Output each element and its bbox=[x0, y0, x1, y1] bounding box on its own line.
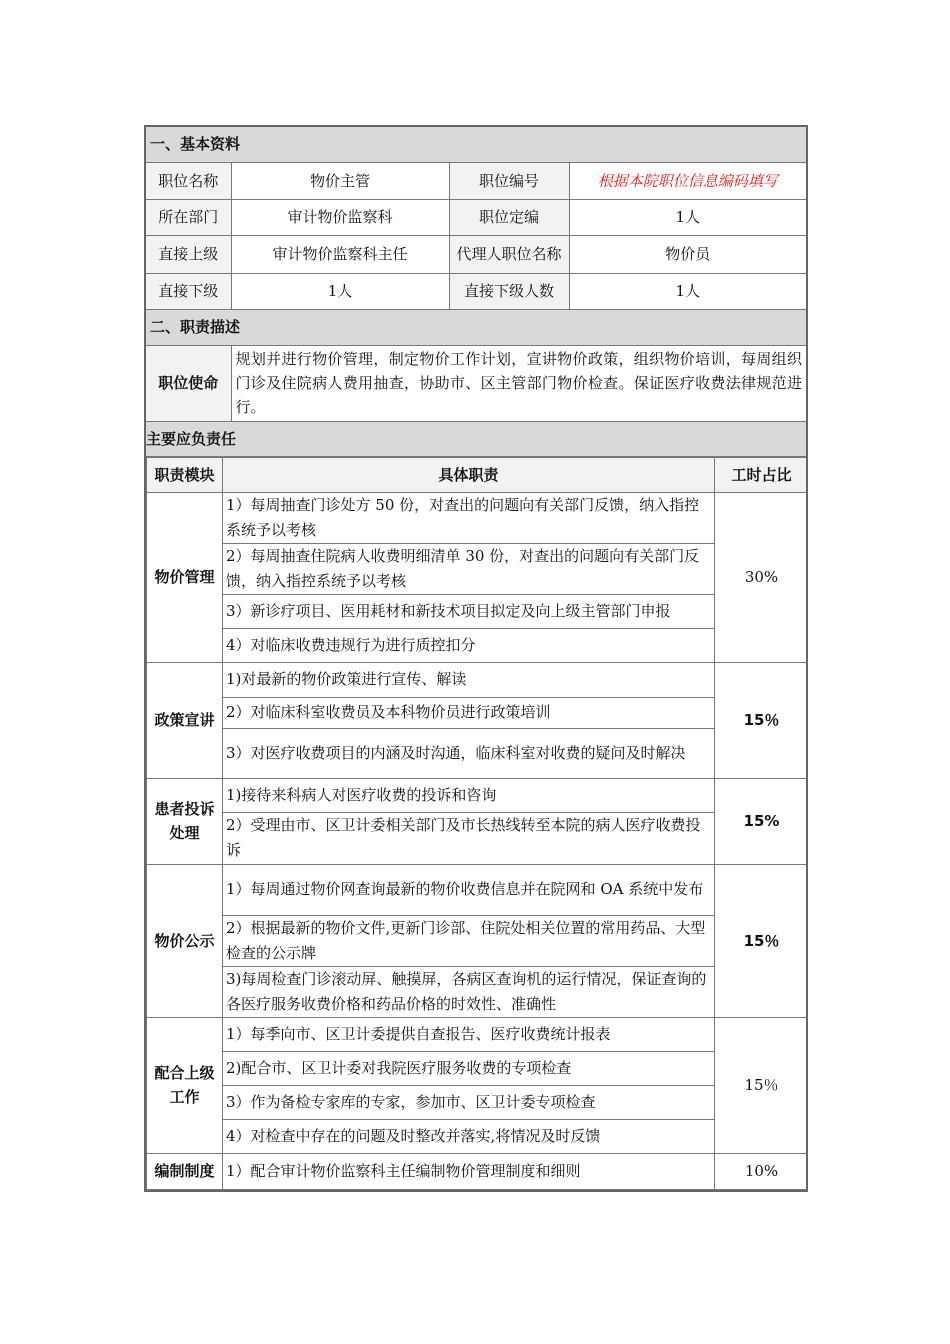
label-subordinate-count: 直接下级人数 bbox=[449, 273, 569, 309]
section-duties-title: 二、职责描述 bbox=[145, 309, 807, 345]
section-responsibilities-title: 主要应负责任 bbox=[145, 421, 807, 456]
duty-row bbox=[147, 1119, 808, 1153]
label-position-code: 职位编号 bbox=[449, 162, 569, 199]
time-ratio: 15% bbox=[715, 778, 808, 864]
duty-item: 1）每周抽查门诊处方 50 份，对查出的问题向有关部门反馈，纳入指控系统予以考核 bbox=[223, 492, 715, 543]
duty-row bbox=[147, 966, 808, 1017]
header-duty: 具体职责 bbox=[223, 457, 715, 492]
duty-row bbox=[147, 915, 808, 966]
duty-item: 4）对检查中存在的问题及时整改并落实,将情况及时反馈 bbox=[223, 1119, 715, 1153]
label-department: 所在部门 bbox=[145, 199, 231, 235]
label-deputy-position: 代理人职位名称 bbox=[449, 235, 569, 273]
duty-row bbox=[147, 594, 808, 628]
duty-row bbox=[147, 697, 808, 728]
value-direct-superior: 审计物价监察科主任 bbox=[231, 235, 449, 273]
duty-item: 2）根据最新的物价文件,更新门诊部、住院处相关位置的常用药品、大型检查的公示牌 bbox=[223, 915, 715, 966]
duty-item: 2)配合市、区卫计委对我院医疗服务收费的专项检查 bbox=[223, 1051, 715, 1085]
duty-row bbox=[147, 864, 808, 915]
duty-item: 1）配合审计物价监察科主任编制物价管理制度和细则 bbox=[223, 1153, 715, 1189]
value-deputy-position: 物价员 bbox=[569, 235, 807, 273]
label-mission: 职位使命 bbox=[145, 345, 231, 421]
module-name: 物价管理 bbox=[147, 492, 223, 662]
form-table bbox=[144, 125, 808, 1192]
duty-row bbox=[147, 1085, 808, 1119]
duty-item: 2）受理由市、区卫计委相关部门及市长热线转至本院的病人医疗收费投诉 bbox=[223, 812, 715, 864]
time-ratio: 15％ bbox=[715, 864, 808, 1017]
duty-row bbox=[147, 1051, 808, 1085]
duty-item: 1）每周通过物价网查询最新的物价收费信息并在院网和 OA 系统中发布 bbox=[223, 864, 715, 915]
duty-item: 1）每季向市、区卫计委提供自查报告、医疗收费统计报表 bbox=[223, 1017, 715, 1051]
value-mission: 规划并进行物价管理，制定物价工作计划，宣讲物价政策，组织物价培训，每周组织门诊及住院病人费用抽查，协助市、区主管部门物价检查。保证医疗收费法律规范进行。 bbox=[231, 345, 807, 421]
module-name: 政策宣讲 bbox=[147, 662, 223, 778]
value-position-code: 根据本院职位信息编码填写 bbox=[569, 162, 807, 199]
label-direct-superior: 直接上级 bbox=[145, 235, 231, 273]
value-direct-subordinate: 1人 bbox=[231, 273, 449, 309]
duty-row bbox=[147, 778, 808, 812]
duty-item: 3）新诊疗项目、医用耗材和新技术项目拟定及向上级主管部门申报 bbox=[223, 594, 715, 628]
duty-row bbox=[147, 662, 808, 697]
value-subordinate-count: 1人 bbox=[569, 273, 807, 309]
time-ratio: 30% bbox=[715, 492, 808, 662]
job-description-form bbox=[144, 125, 806, 1192]
value-department: 审计物价监察科 bbox=[231, 199, 449, 235]
module-name: 患者投诉处理 bbox=[147, 778, 223, 864]
header-module: 职责模块 bbox=[147, 457, 223, 492]
label-position-name: 职位名称 bbox=[145, 162, 231, 199]
duty-item: 1)接待来科病人对医疗收费的投诉和咨询 bbox=[223, 778, 715, 812]
time-ratio: 15％ bbox=[715, 662, 808, 778]
value-position-name: 物价主管 bbox=[231, 162, 449, 199]
duty-item: 3）对医疗收费项目的内涵及时沟通，临床科室对收费的疑问及时解决 bbox=[223, 728, 715, 778]
duty-item: 4）对临床收费违规行为进行质控扣分 bbox=[223, 628, 715, 662]
duty-row bbox=[147, 492, 808, 543]
duty-row bbox=[147, 543, 808, 594]
duty-item: 1)对最新的物价政策进行宣传、解读 bbox=[223, 662, 715, 697]
module-name: 物价公示 bbox=[147, 864, 223, 1017]
duty-row bbox=[147, 812, 808, 864]
header-ratio: 工时占比 bbox=[715, 457, 808, 492]
duty-item: 2）对临床科室收费员及本科物价员进行政策培训 bbox=[223, 697, 715, 728]
module-name: 编制制度 bbox=[147, 1153, 223, 1189]
duty-row bbox=[147, 628, 808, 662]
time-ratio: 15％ bbox=[715, 1017, 808, 1153]
label-direct-subordinate: 直接下级 bbox=[145, 273, 231, 309]
duty-item: 3）作为备检专家库的专家，参加市、区卫计委专项检查 bbox=[223, 1085, 715, 1119]
duty-row bbox=[147, 1017, 808, 1051]
section-basic-info-title: 一、基本资料 bbox=[145, 126, 807, 162]
value-headcount: 1人 bbox=[569, 199, 807, 235]
duty-item: 3)每周检查门诊滚动屏、触摸屏，各病区查询机的运行情况，保证查询的各医疗服务收费价格和药品价格的时效性、准确性 bbox=[223, 966, 715, 1017]
duty-row bbox=[147, 728, 808, 778]
time-ratio: 10% bbox=[715, 1153, 808, 1189]
duty-row bbox=[147, 1153, 808, 1189]
responsibilities-table bbox=[146, 457, 807, 1190]
duty-item: 2）每周抽查住院病人收费明细清单 30 份，对查出的问题向有关部门反馈，纳入指控系统予以考核 bbox=[223, 543, 715, 594]
module-name: 配合上级工作 bbox=[147, 1017, 223, 1153]
label-headcount: 职位定编 bbox=[449, 199, 569, 235]
